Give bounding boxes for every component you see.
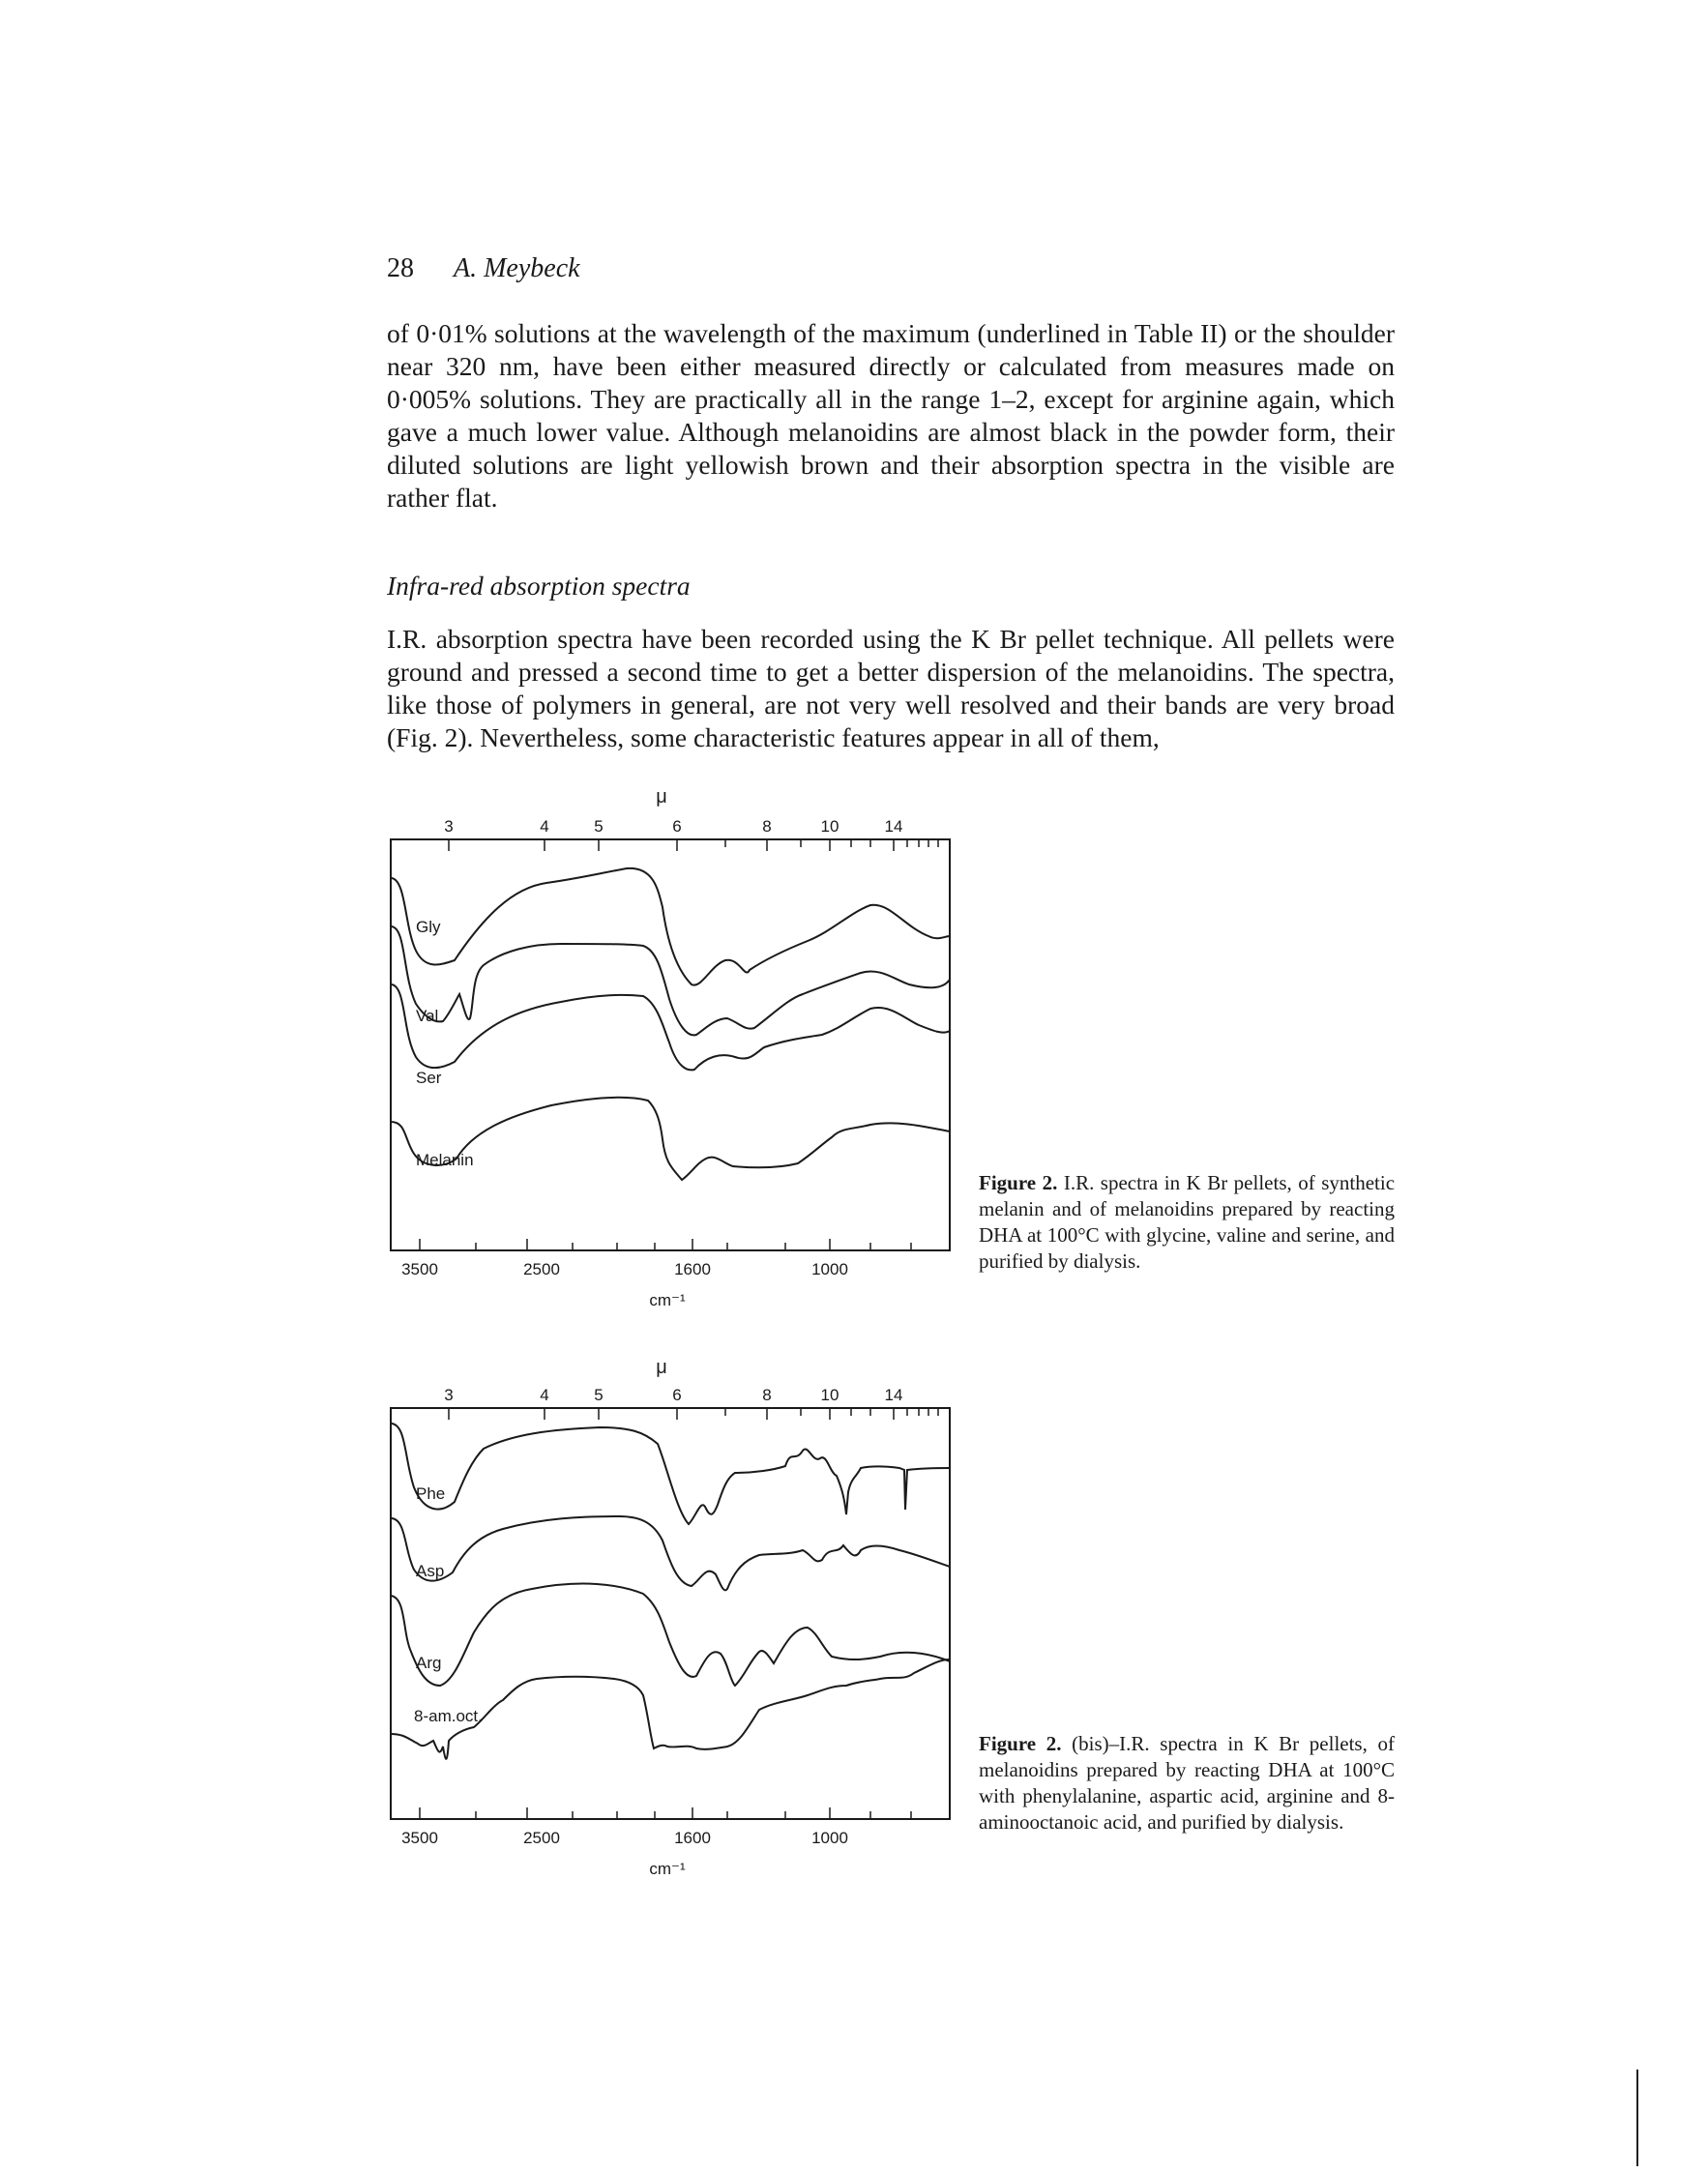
top-tick-label: 14: [884, 1386, 903, 1404]
caption-label: Figure 2.: [979, 1732, 1062, 1755]
bottom-tick-label: 1000: [811, 1829, 848, 1847]
top-axis-unit: μ: [656, 786, 667, 808]
body-paragraph-2: [387, 623, 1395, 754]
top-tick-label: 6: [672, 1386, 682, 1404]
paragraph-text: I.R. absorption spectra have been recorded using the K Br pellet technique. All pellets were ground and pressed a second time to get a better dispersion of the melanoidins. The spectra, like those of polymers in general, are not very well resolved and their bands are very broad (Fig. 2). Nevertheless, some characteristic features appear in all of them,: [387, 624, 1395, 752]
top-tick-label: 8: [762, 1386, 772, 1404]
running-author: A. Meybeck: [454, 253, 580, 283]
curve-label: Arg: [416, 1654, 442, 1672]
bottom-tick-label: 2500: [523, 1260, 560, 1278]
body-paragraph-1: [387, 317, 1395, 514]
top-tick-label: 5: [594, 817, 604, 836]
spectrum-gly: [391, 868, 950, 985]
top-tick-label: 4: [540, 1386, 549, 1404]
bottom-tick-label: 1600: [674, 1260, 711, 1278]
top-tick-label: 5: [594, 1386, 604, 1404]
curve-label: Gly: [416, 918, 441, 936]
bottom-axis-ticks: [420, 1239, 911, 1250]
bottom-axis-unit: cm⁻¹: [649, 1860, 686, 1878]
curve-label: Ser: [416, 1069, 442, 1087]
bottom-tick-label: 1600: [674, 1829, 711, 1847]
top-axis-ticks: [449, 1408, 938, 1420]
spectrum-asp: [391, 1516, 950, 1590]
bottom-tick-label: 2500: [523, 1829, 560, 1847]
top-tick-label: 4: [540, 817, 549, 836]
figure-2-ir-spectra: [368, 781, 967, 1323]
plot-frame: [391, 1408, 950, 1819]
spectrum-melanin: [391, 1098, 950, 1180]
top-tick-label: 10: [820, 1386, 839, 1404]
spectrum-arg: [391, 1584, 950, 1686]
curve-label: Melanin: [416, 1151, 474, 1169]
figure-2-caption: [979, 1170, 1395, 1275]
spectrum-phe: [391, 1424, 950, 1524]
bottom-tick-label: 1000: [811, 1260, 848, 1278]
bottom-axis-ticks: [420, 1807, 911, 1819]
top-tick-label: 6: [672, 817, 682, 836]
curve-label: Val: [416, 1007, 439, 1025]
caption-label: Figure 2.: [979, 1171, 1058, 1194]
curve-label: Asp: [416, 1562, 445, 1580]
caption-text: I.R. spectra in K Br pellets, of synthetic melanin and of melanoidins prepared by reacting DHA at 100°C with glycine, valine and serine, and purified by dialysis.: [979, 1171, 1396, 1273]
scan-edge-mark: [1636, 2070, 1638, 2166]
caption-text: (bis)–I.R. spectra in K Br pellets, of melanoidins prepared by reacting DHA at 100°C with phenylalanine, aspartic acid, arginine and 8-aminooctanoic acid, and purified by dialysis.: [979, 1732, 1395, 1834]
figure-2-bis-caption: [979, 1731, 1395, 1835]
top-tick-label: 3: [444, 1386, 454, 1404]
section-heading: Infra-red absorption spectra: [387, 571, 691, 601]
spectrum-ser: [391, 984, 950, 1070]
top-axis-unit: μ: [656, 1357, 667, 1378]
top-tick-label: 8: [762, 817, 772, 836]
curve-label: 8-am.oct.: [414, 1707, 483, 1725]
top-tick-label: 10: [820, 817, 839, 836]
top-tick-label: 3: [444, 817, 454, 836]
curve-label: Phe: [416, 1484, 446, 1503]
top-axis-ticks: [449, 839, 938, 851]
page-number: 28: [387, 253, 414, 283]
figure-2-bis-ir-spectra: [368, 1352, 967, 1894]
top-tick-label: 14: [884, 817, 903, 836]
bottom-tick-label: 3500: [401, 1260, 438, 1278]
paragraph-text: of 0·01% solutions at the wavelength of the maximum (underlined in Table II) or the shoulder near 320 nm, have been either measured directly or calculated from measures made on 0·005% solutions. They are practically all in the range 1–2, except for arginine again, which gave a much lower value. Although melanoidins are almost black in the powder form, their diluted solutions are light yellowish brown and their absorption spectra in the visible are rather flat.: [387, 318, 1395, 513]
bottom-axis-unit: cm⁻¹: [649, 1291, 686, 1309]
bottom-tick-label: 3500: [401, 1829, 438, 1847]
page-header: [387, 253, 580, 284]
